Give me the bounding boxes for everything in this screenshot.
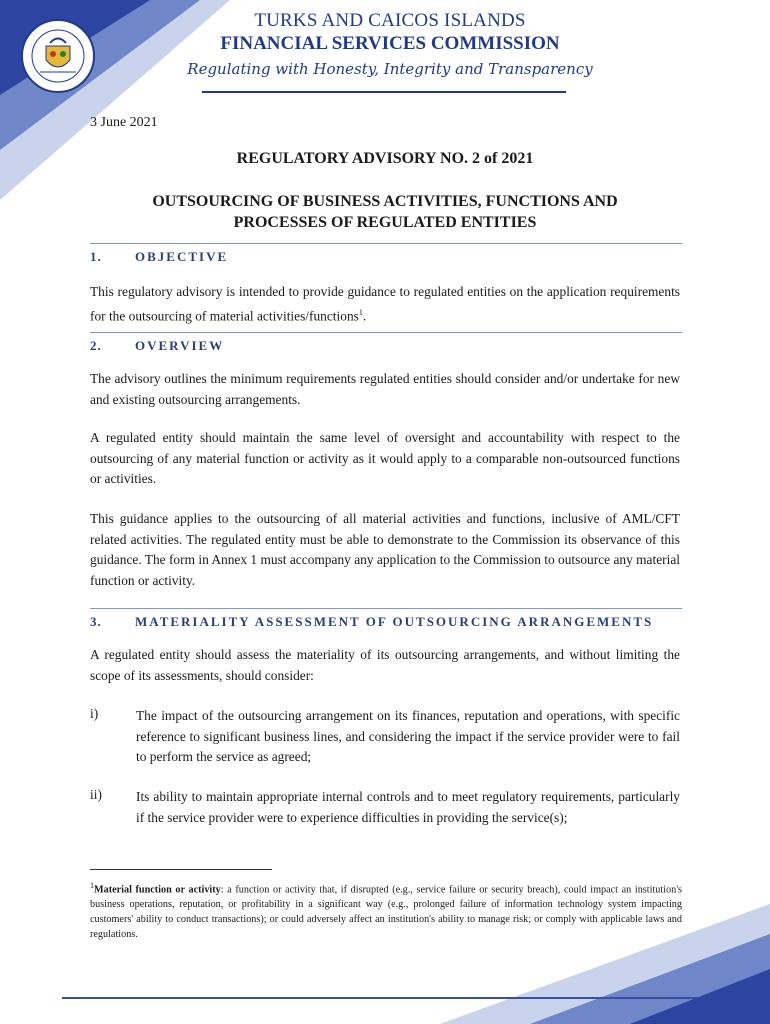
footnote-number: 1 — [90, 881, 94, 890]
subject-line-2: PROCESSES OF REGULATED ENTITIES — [233, 214, 537, 231]
subject-line-1: OUTSOURCING OF BUSINESS ACTIVITIES, FUNCTIONS AND — [152, 193, 618, 210]
subject-title — [60, 191, 710, 233]
header-motto: Regulating with Honesty, Integrity and Transparency — [187, 60, 593, 78]
list-item-text: The impact of the outsourcing arrangement on its finances, reputation and operations, with specific reference to significant business lines, and considering the impact if the service provider were to fail to perform the service as agreed; — [136, 708, 680, 764]
list-item-text: Its ability to maintain appropriate internal controls and to meet regulatory requirements, particularly if the service provider were to experience difficulties in providing the service(s); — [136, 789, 680, 825]
advisory-title: REGULATORY ADVISORY NO. 2 of 2021 — [236, 150, 534, 167]
document-date: 3 June 2021 — [90, 115, 158, 130]
footnote-marker: 1 — [358, 307, 363, 317]
header-divider — [202, 91, 566, 93]
overview-paragraph: The advisory outlines the minimum requirements regulated entities should consider and/or undertake for new and existing outsourcing arrangements. — [90, 371, 680, 407]
overview-paragraph: A regulated entity should maintain the same level of oversight and accountability with respect to the outsourcing of any material function or activity as it would apply to a comparable non-outsourced functions or activities. — [90, 430, 680, 486]
footnote-text: : a function or activity that, if disrupted (e.g., service failure or security breach), could impact an institution's business operations, reputation, or profitability in a significant way (e.g., prolonged failure of information technology system impacting customers' ability to conduct transactions); or could adversely affect an institution's ability to manage risk; or comply with applicable laws and regulations. — [90, 884, 682, 941]
section-title: OVERVIEW — [135, 338, 225, 353]
header-org-name: TURKS AND CAICOS ISLANDS — [254, 10, 526, 31]
list-item-number: ii) — [90, 787, 102, 802]
materiality-paragraph: A regulated entity should assess the materiality of its outsourcing arrangements, and without limiting the scope of its assessments, should consider: — [90, 647, 680, 683]
section-title: MATERIALITY ASSESSMENT OF OUTSOURCING ARRANGEMENTS — [135, 614, 654, 629]
footer-divider — [62, 997, 698, 999]
footnote-divider — [90, 869, 272, 870]
section-heading-materiality — [90, 608, 682, 635]
objective-paragraph: This regulatory advisory is intended to provide guidance to regulated entities on the application requirements for the outsourcing of material activities/functions$^1$. — [90, 284, 680, 323]
section-title: OBJECTIVE — [135, 249, 229, 264]
header-commission-name: FINANCIAL SERVICES COMMISSION — [220, 33, 560, 54]
footnote — [90, 878, 682, 942]
footnote-term: Material function or activity — [94, 884, 221, 896]
overview-paragraph: This guidance applies to the outsourcing of all material activities and functions, inclusive of AML/CFT related activities. The regulated entity must be able to demonstrate to the Commission its observance of this guidance. The form in Annex 1 must accompany any application to the Commission to outsource any material function or activity. — [90, 511, 680, 588]
section-number: 2. — [90, 338, 102, 353]
section-number: 1. — [90, 249, 102, 264]
section-heading-overview — [90, 332, 682, 359]
section-heading-objective — [90, 243, 682, 270]
list-item-number: i) — [90, 706, 99, 721]
section-number: 3. — [90, 614, 102, 629]
fsc-seal-logo — [20, 18, 96, 94]
